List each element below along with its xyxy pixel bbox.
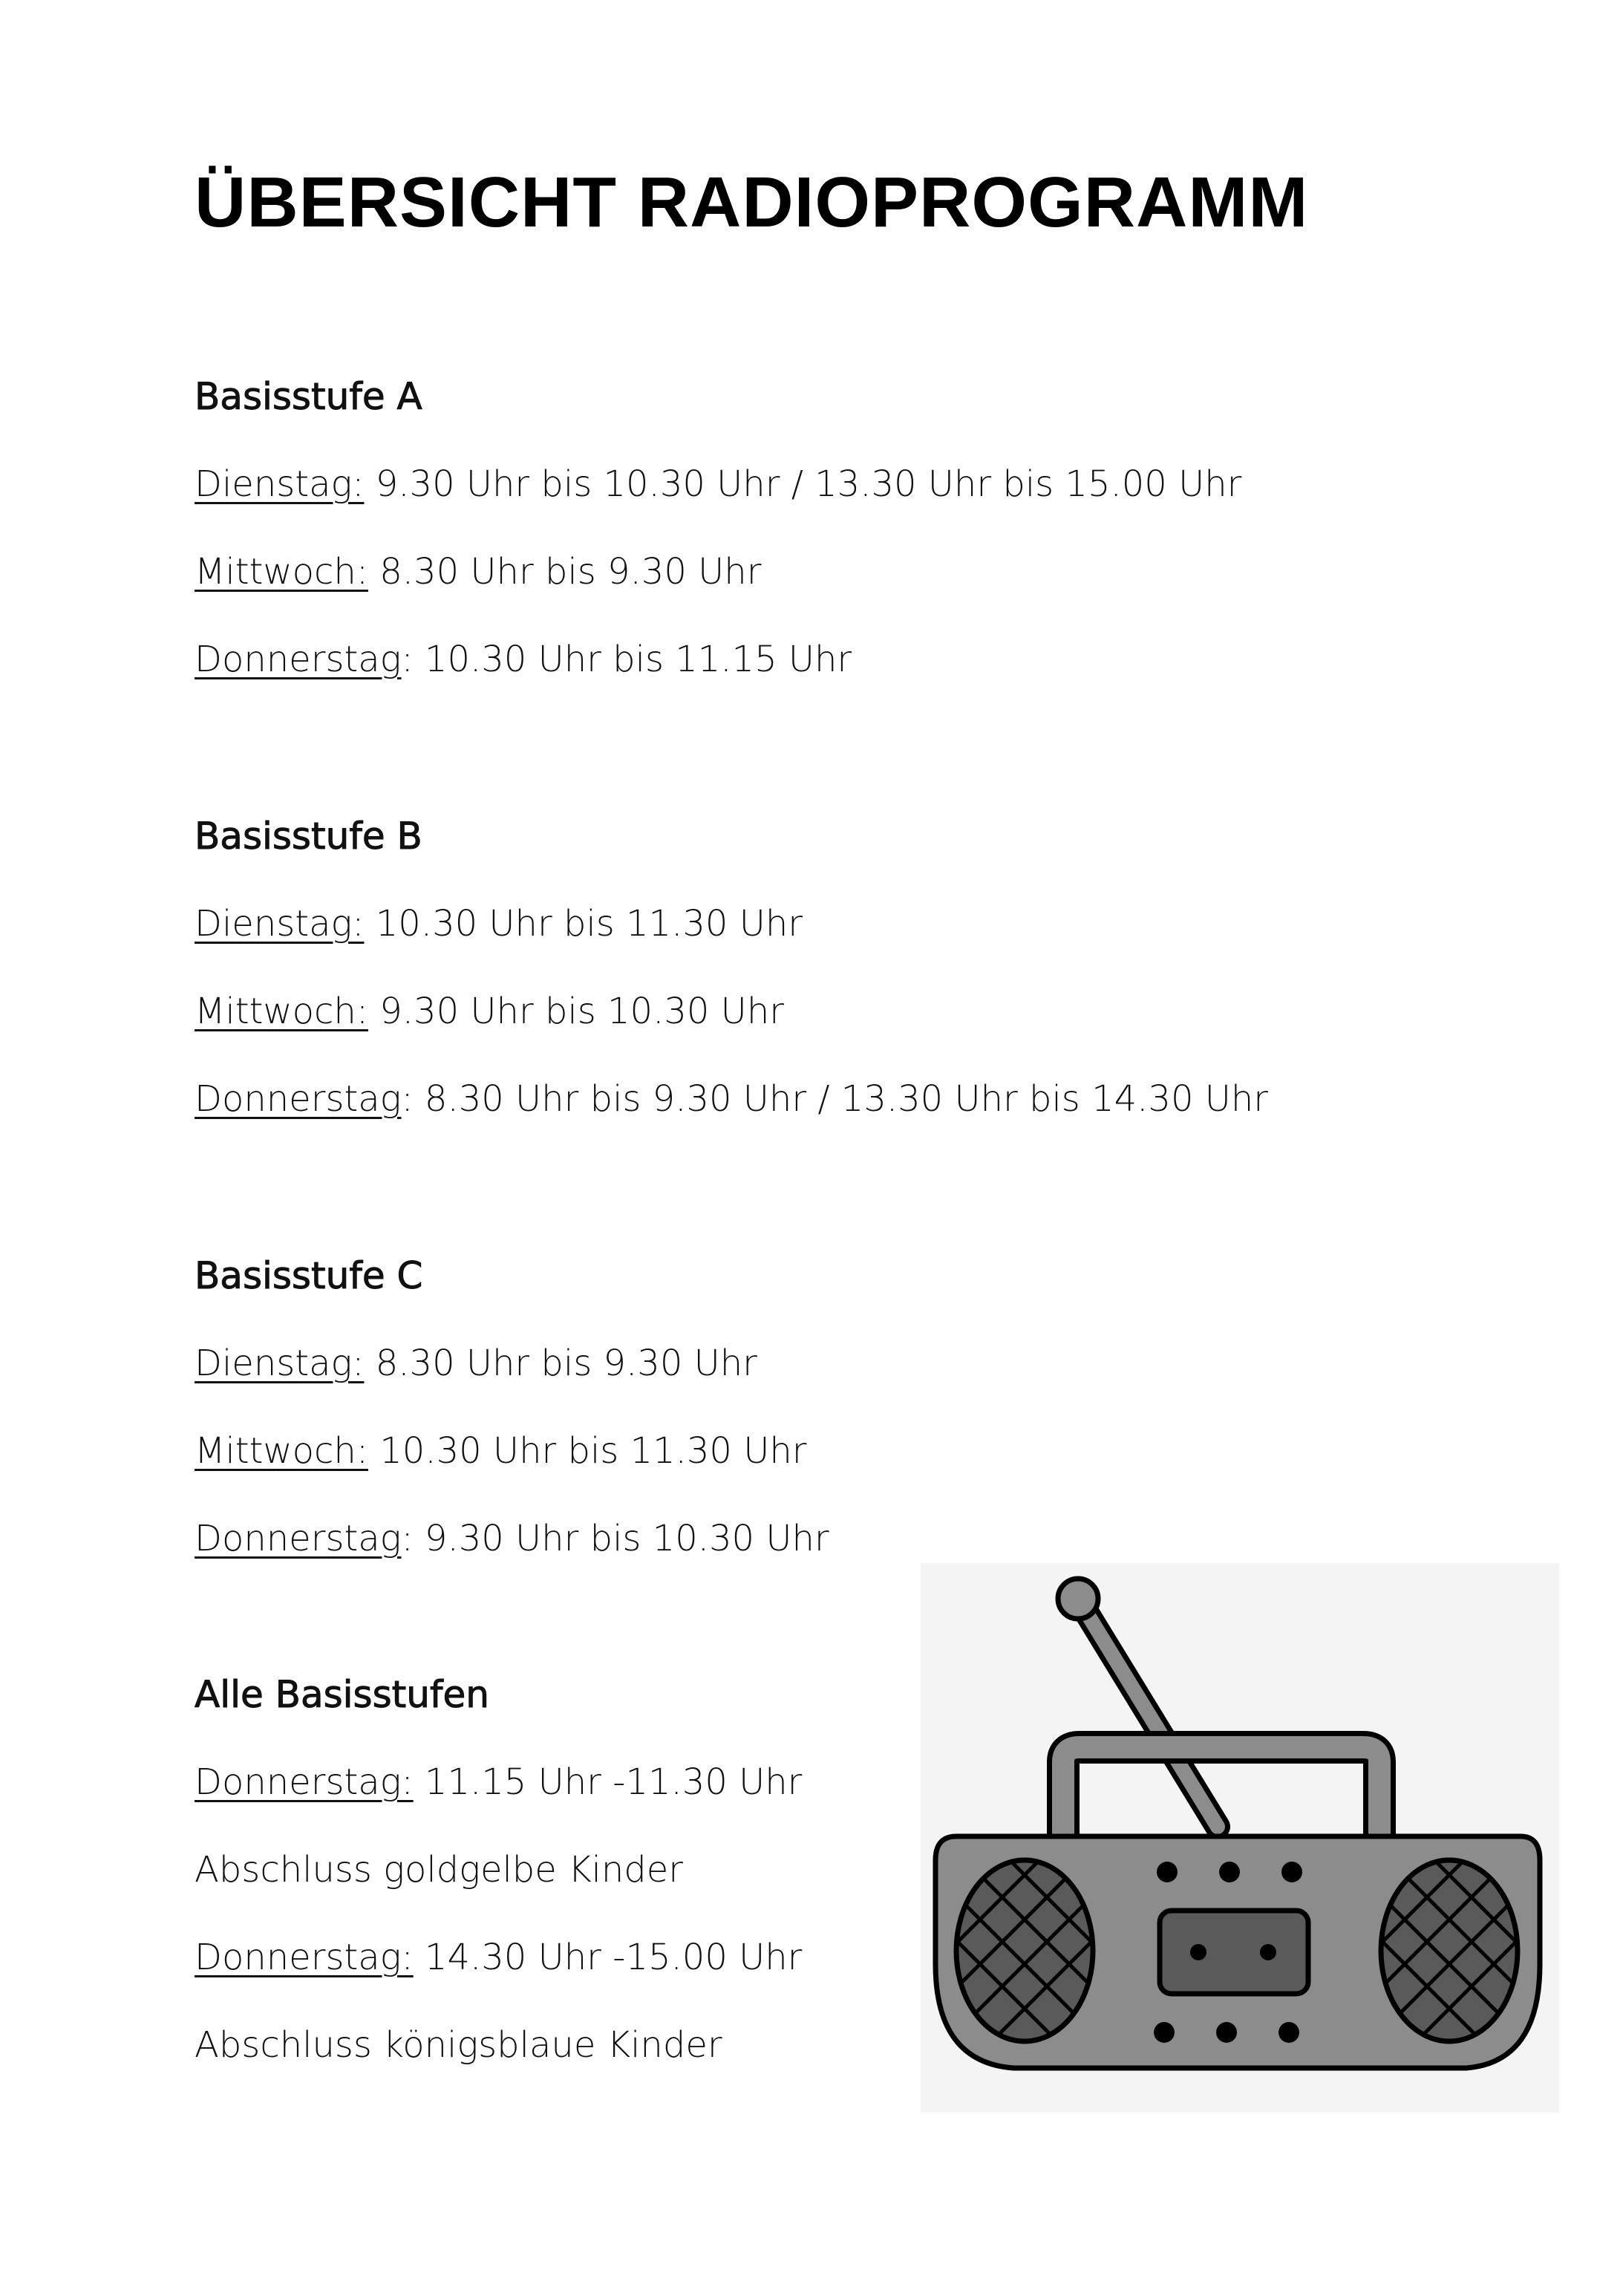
schedule-row <box>195 894 1268 982</box>
section-basisstufe-c <box>195 1246 829 1597</box>
time-range: 9.30 Uhr bis 10.30 Uhr / 13.30 Uhr bis 15.00 Uhr <box>364 463 1242 505</box>
schedule-row <box>195 1421 829 1509</box>
schedule-row <box>195 1069 1268 1157</box>
time-range: : 9.30 Uhr bis 10.30 Uhr <box>401 1518 829 1559</box>
day-label: Donnerstag <box>195 639 402 680</box>
day-label: Donnerstag <box>195 1518 402 1559</box>
schedule-row <box>195 1334 829 1421</box>
note-text: Abschluss königsblaue Kinder <box>195 2024 722 2066</box>
time-range: : 8.30 Uhr bis 9.30 Uhr / 13.30 Uhr bis 14.30 Uhr <box>401 1078 1269 1120</box>
time-range: 8.30 Uhr bis 9.30 Uhr <box>368 551 762 593</box>
section-basisstufe-a <box>195 367 1241 717</box>
section-basisstufe-b <box>195 806 1268 1157</box>
time-range: 9.30 Uhr bis 10.30 Uhr <box>368 991 784 1032</box>
schedule-row <box>195 982 1268 1069</box>
schedule-row <box>195 1509 829 1597</box>
radio-icon <box>921 1563 1559 2113</box>
radio-illustration <box>921 1563 1559 2113</box>
schedule-row <box>195 542 1241 630</box>
time-range: 10.30 Uhr bis 11.30 Uhr <box>364 903 803 945</box>
section-heading: Basisstufe C <box>195 1254 423 1297</box>
time-range: 11.15 Uhr -11.30 Uhr <box>413 1761 803 1803</box>
section-alle-basisstufen <box>195 1665 802 2103</box>
page-title: ÜBERSICHT RADIOPROGRAMM <box>195 163 1309 242</box>
day-label: Donnerstag: <box>195 1761 414 1803</box>
schedule-row <box>195 454 1241 542</box>
day-label: Dienstag: <box>195 463 365 505</box>
note-text: Abschluss goldgelbe Kinder <box>195 1849 684 1891</box>
time-range: 14.30 Uhr -15.00 Uhr <box>413 1937 803 1978</box>
day-label: Donnerstag <box>195 1078 402 1120</box>
closing-note <box>195 2015 802 2103</box>
section-heading: Basisstufe A <box>195 375 422 418</box>
day-label: Mittwoch: <box>195 1430 368 1472</box>
closing-note <box>195 1840 802 1928</box>
schedule-row <box>195 630 1241 717</box>
day-label: Dienstag: <box>195 1343 365 1384</box>
time-range: 8.30 Uhr bis 9.30 Uhr <box>364 1343 757 1384</box>
section-heading: Basisstufe B <box>195 815 422 858</box>
schedule-row <box>195 1928 802 2015</box>
day-label: Mittwoch: <box>195 991 368 1032</box>
time-range: : 10.30 Uhr bis 11.15 Uhr <box>401 639 852 680</box>
day-label: Mittwoch: <box>195 551 368 593</box>
schedule-row <box>195 1752 802 1840</box>
section-heading: Alle Basisstufen <box>195 1673 489 1716</box>
day-label: Dienstag: <box>195 903 365 945</box>
day-label: Donnerstag: <box>195 1937 414 1978</box>
time-range: 10.30 Uhr bis 11.30 Uhr <box>368 1430 807 1472</box>
